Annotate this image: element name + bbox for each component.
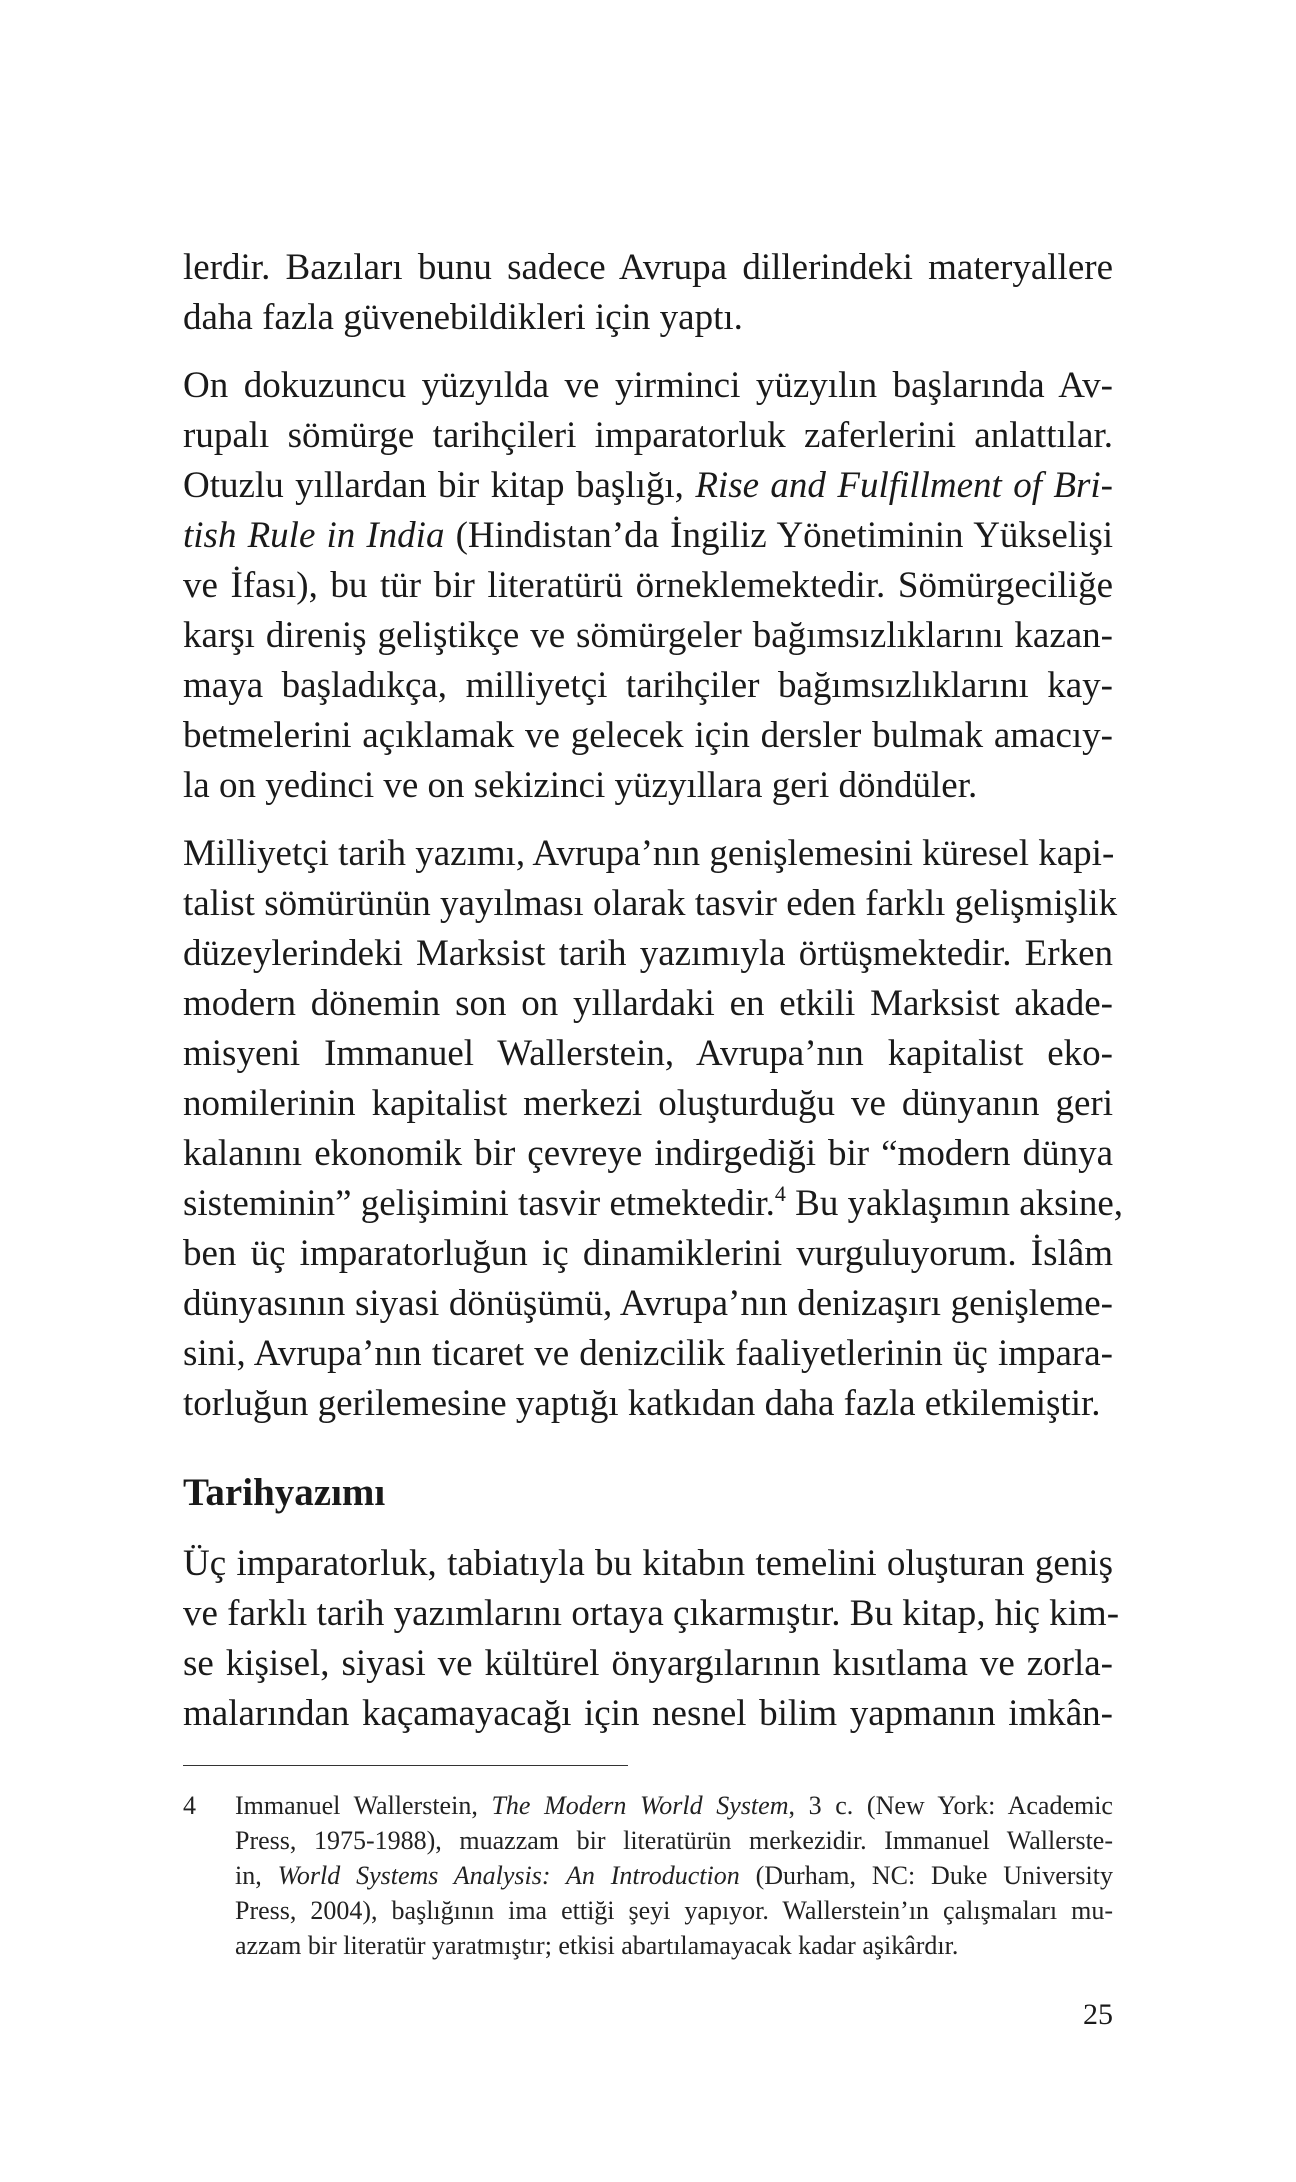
footnote-line [235, 1788, 1113, 1823]
text-run: in, [235, 1861, 278, 1890]
text-line: sini, Avrupa’nın ticaret ve denizcilik faaliyetlerinin üç impara- [183, 1333, 1113, 1374]
footnote-divider [183, 1765, 628, 1766]
paragraph-4 [183, 1539, 1120, 1739]
paragraph-1 [183, 243, 1113, 343]
text-line: Milliyetçi tarih yazımı, Avrupa’nın genişlemesini küresel kapi- [183, 833, 1115, 874]
text-line: betmelerini açıklamak ve gelecek için dersler bulmak amacıy- [183, 715, 1113, 756]
text-run: , 3 c. (New York: Academic [788, 1791, 1113, 1820]
text-line [183, 1179, 1123, 1229]
text-run: (Durham, NC: Duke University [739, 1861, 1113, 1890]
page-number: 25 [1083, 1998, 1113, 2031]
text-line: ve İfası), bu tür bir literatürü örneklemektedir. Sömürgeciliğe [183, 565, 1113, 606]
text-line: dünyasının siyasi dönüşümü, Avrupa’nın denizaşırı genişleme- [183, 1283, 1113, 1324]
text-line [183, 511, 1113, 561]
text-line: se kişisel, siyasi ve kültürel önyargılarının kısıtlama ve zorla- [183, 1643, 1113, 1684]
text-line: karşı direniş geliştikçe ve sömürgeler bağımsızlıklarını kazan- [183, 615, 1113, 656]
footnote-reference[interactable]: 4 [774, 1181, 786, 1206]
text-line: lerdir. Bazıları bunu sadece Avrupa dillerindeki materyallere [183, 247, 1113, 288]
footnote-line: azzam bir literatür yaratmıştır; etkisi abartılamayacak kadar aşikârdır. [235, 1931, 959, 1960]
footnote-number: 4 [183, 1791, 196, 1820]
text-line: modern dönemin son on yıllardaki en etkili Marksist akade- [183, 983, 1113, 1024]
text-line: maya başladıkça, milliyetçi tarihçiler bağımsızlıklarını kay- [183, 665, 1113, 706]
book-title-italic: World Systems Analysis: An Introduction [277, 1861, 740, 1890]
text-line: düzeylerindeki Marksist tarih yazımıyla örtüşmektedir. Erken [183, 933, 1113, 974]
footnote-line [235, 1858, 1113, 1893]
text-line: talist sömürünün yayılması olarak tasvir eden farklı gelişmişlik [183, 883, 1118, 924]
book-title-italic: The Modern World System [491, 1791, 789, 1820]
text-line: la on yedinci ve on sekizinci yüzyıllara geri döndüler. [183, 765, 978, 806]
text-run: (Hindistan’da İngiliz Yönetiminin Yükselişi [444, 515, 1113, 556]
footnote-line: Press, 1975-1988), muazzam bir literatürün merkezidir. Immanuel Wallerste- [235, 1826, 1113, 1855]
text-line: malarından kaçamayacağı için nesnel bilim yapmanın imkân- [183, 1693, 1113, 1734]
section-heading: Tarihyazımı [183, 1471, 386, 1514]
paragraph-2 [183, 361, 1113, 811]
footnote [183, 1788, 1113, 1963]
text-line: ben üç imparatorluğun iç dinamiklerini vurguluyorum. İslâm [183, 1233, 1113, 1274]
page-body [183, 243, 1123, 1963]
text-line: nomilerinin kapitalist merkezi oluşturduğu ve dünyanın geri [183, 1083, 1113, 1124]
footnote-line: Press, 2004), başlığının ima ettiği şeyi yapıyor. Wallerstein’ın çalışmaları mu- [235, 1896, 1113, 1925]
text-run: Bu yaklaşımın aksine, [785, 1183, 1123, 1224]
text-line [183, 461, 1113, 511]
book-title-italic: tish Rule in India [183, 515, 445, 556]
text-line: daha fazla güvenebildikleri için yaptı. [183, 297, 743, 338]
text-line: Üç imparatorluk, tabiatıyla bu kitabın temelini oluşturan geniş [183, 1543, 1113, 1584]
book-title-italic: Rise and Fulfillment of Bri- [695, 465, 1113, 506]
paragraph-3 [183, 829, 1123, 1429]
text-line: misyeni Immanuel Wallerstein, Avrupa’nın kapitalist eko- [183, 1033, 1113, 1074]
text-run: sisteminin” gelişimini tasvir etmektedir. [183, 1183, 775, 1224]
text-line: On dokuzuncu yüzyılda ve yirminci yüzyılın başlarında Av- [183, 365, 1113, 406]
text-run: Immanuel Wallerstein, [235, 1791, 492, 1820]
text-line: rupalı sömürge tarihçileri imparatorluk zaferlerini anlattılar. [183, 415, 1113, 456]
text-line: torluğun gerilemesine yaptığı katkıdan daha fazla etkilemiştir. [183, 1383, 1101, 1424]
text-run: Otuzlu yıllardan bir kitap başlığı, [183, 465, 696, 506]
text-line: ve farklı tarih yazımlarını ortaya çıkarmıştır. Bu kitap, hiç kim- [183, 1593, 1120, 1634]
text-line: kalanını ekonomik bir çevreye indirgediği bir “modern dünya [183, 1133, 1113, 1174]
